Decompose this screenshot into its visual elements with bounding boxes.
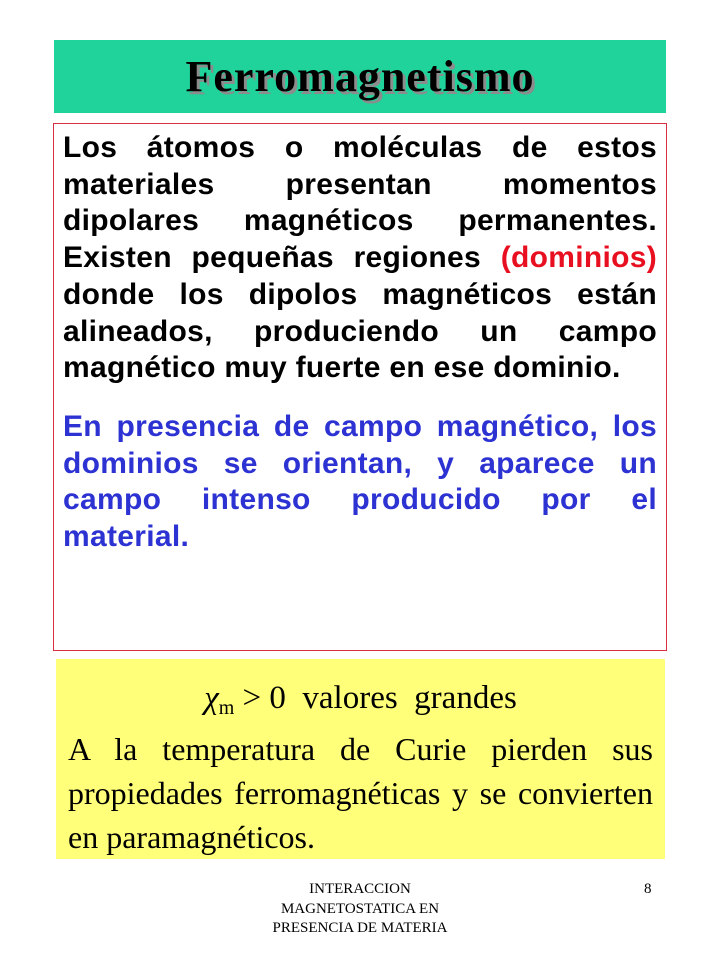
- description-paragraph: [63, 130, 657, 387]
- paragraph-text-start: Los átomos o moléculas de estos materiales presentan momentos dipolares magnéticos permanentes. Existen pequeñas regiones: [63, 131, 657, 275]
- footer-caption: INTERACCION MAGNETOSTATICA EN PRESENCIA DE MATERIA: [272, 881, 448, 936]
- paragraph-text-end: donde los dipolos magnéticos están alineados, produciendo un campo magnético muy fuerte en ese dominio.: [63, 277, 657, 385]
- slide-title: Ferromagnetismo: [185, 52, 535, 101]
- susceptibility-box: [56, 659, 665, 859]
- field-orientation-paragraph: En presencia de campo magnético, los dominios se orientan, y aparece un campo intenso producido por el material.: [63, 409, 657, 554]
- curie-temperature-text: A la temperatura de Curie pierden sus propiedades ferromagnéticas y se convierten en paramagnéticos.: [68, 731, 653, 855]
- formula-relation: > 0 valores grandes: [234, 680, 517, 716]
- page-number: 8: [644, 881, 652, 897]
- dominios-highlight: (dominios): [500, 241, 657, 275]
- title-banner: [54, 40, 666, 113]
- chi-subscript: m: [218, 697, 235, 719]
- description-box: [53, 123, 667, 651]
- chi-symbol: χ: [204, 680, 219, 716]
- susceptibility-formula: [68, 673, 653, 723]
